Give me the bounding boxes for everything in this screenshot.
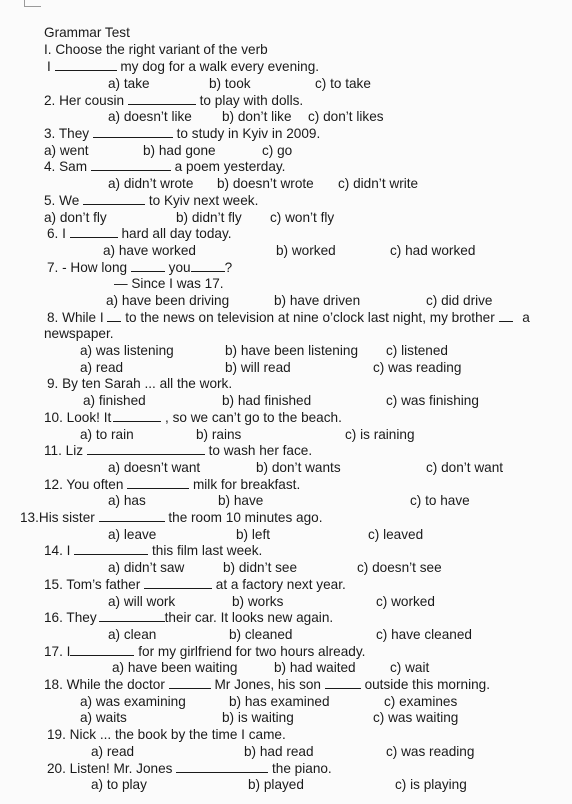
question-4 (44, 158, 285, 175)
q2-option-b[interactable]: b) don’t like (222, 109, 292, 124)
q14-option-a[interactable]: a) didn’t saw (108, 560, 185, 575)
q8-option-e[interactable]: b) will read (225, 360, 291, 375)
q15-option-b[interactable]: b) works (232, 594, 284, 609)
q9-option-a[interactable]: a) finished (83, 393, 146, 408)
q10-option-b[interactable]: b) rains (196, 427, 242, 442)
q17-prefix: 17. I (44, 644, 71, 659)
question-19 (47, 726, 286, 743)
q18-prefix: 18. While the doctor (44, 677, 165, 692)
q16-option-c[interactable]: c) have cleaned (376, 627, 472, 642)
q7-blank-2[interactable] (191, 260, 225, 272)
q3-prefix: 3. They (44, 126, 90, 141)
q17-text: for my girlfriend for two hours already. (138, 644, 366, 659)
q7-answer-line (114, 275, 224, 292)
q18-blank-1[interactable] (169, 677, 211, 689)
question-20 (47, 760, 332, 777)
q17-option-b[interactable]: b) had waited (274, 660, 356, 675)
q6-text: hard all day today. (121, 226, 232, 241)
question-10 (44, 409, 342, 426)
question-16 (44, 609, 333, 626)
q6-prefix: 6. I (47, 226, 66, 241)
q4-blank[interactable] (91, 159, 171, 171)
q7-answer-text: — Since I was 17. (114, 276, 224, 291)
q8-blank-1[interactable] (107, 310, 121, 322)
q11-option-c[interactable]: c) don’t want (426, 460, 504, 475)
q16-option-a[interactable]: a) clean (108, 627, 157, 642)
q16-blank[interactable] (99, 610, 165, 622)
q5-prefix: 5. We (44, 193, 80, 208)
q1-option-c[interactable]: c) to take (315, 76, 371, 91)
q13-option-b[interactable]: b) left (236, 527, 270, 542)
q18-option-d[interactable]: a) waits (80, 710, 127, 725)
q7-blank-1[interactable] (131, 260, 165, 272)
q15-option-a[interactable]: a) will work (108, 594, 176, 609)
q19-option-b[interactable]: b) had read (244, 744, 314, 759)
q1-blank[interactable] (55, 59, 117, 71)
q11-blank[interactable] (87, 443, 205, 455)
q5-option-a[interactable]: a) don’t fly (44, 210, 107, 225)
q3-text: to study in Kyiv in 2009. (176, 126, 321, 141)
q10-option-c[interactable]: c) is raining (345, 427, 415, 442)
question-2 (44, 92, 303, 109)
q17-option-a[interactable]: a) have been waiting (112, 660, 238, 675)
question-5 (44, 192, 258, 209)
title-text: Grammar Test (44, 25, 130, 40)
q2-prefix: 2. Her cousin (44, 93, 125, 108)
q6-option-a[interactable]: a) have worked (103, 243, 196, 258)
q14-option-c[interactable]: c) doesn’t see (357, 560, 442, 575)
q14-blank[interactable] (74, 543, 148, 555)
question-17 (44, 643, 365, 660)
q4-option-a[interactable]: a) didn’t wrote (108, 176, 194, 191)
q9-text: 9. By ten Sarah ... all the work. (47, 376, 233, 391)
question-14 (44, 542, 262, 559)
q12-prefix: 12. You often (44, 477, 124, 492)
q8-continuation (44, 325, 114, 342)
q18-blank-2[interactable] (325, 677, 361, 689)
q18-text: outside this morning. (364, 677, 490, 692)
q13-option-a[interactable]: a) leave (108, 527, 157, 542)
q13-text: the room 10 minutes ago. (168, 510, 323, 525)
q8-cont-text: newspaper. (44, 326, 114, 341)
q20-option-a[interactable]: a) to play (91, 777, 147, 792)
q3-option-b[interactable]: b) had gone (143, 143, 216, 158)
q5-blank[interactable] (83, 193, 145, 205)
question-9 (47, 375, 232, 392)
q3-blank[interactable] (93, 126, 173, 138)
q11-prefix: 11. Liz (44, 443, 84, 458)
question-13 (20, 509, 323, 526)
q17-blank[interactable] (70, 644, 134, 656)
q16-prefix: 16. They (44, 610, 97, 625)
q12-option-b[interactable]: b) have (218, 493, 264, 508)
q15-text: at a factory next year. (215, 577, 346, 592)
q8-option-c[interactable]: c) listened (386, 343, 448, 358)
q19-option-a[interactable]: a) read (91, 744, 135, 759)
q8-option-f[interactable]: c) was reading (373, 360, 462, 375)
question-3 (44, 125, 320, 142)
q18-option-f[interactable]: c) was waiting (373, 710, 459, 725)
q7-prefix: 7. - How long (47, 260, 128, 275)
q5-option-b[interactable]: b) didn’t fly (176, 210, 242, 225)
q4-text: a poem yesterday. (174, 159, 286, 174)
q13-blank[interactable] (99, 510, 165, 522)
question-1 (47, 58, 319, 75)
q12-option-a[interactable]: a) has (108, 493, 146, 508)
question-12 (44, 476, 300, 493)
q11-text: to wash her face. (208, 443, 313, 458)
q5-text: to Kyiv next week. (148, 193, 259, 208)
q17-option-c[interactable]: c) wait (390, 660, 430, 675)
q12-blank[interactable] (127, 477, 189, 489)
q9-option-b[interactable]: b) had finished (222, 393, 312, 408)
q7-option-b[interactable]: b) have driven (274, 293, 361, 308)
q2-blank[interactable] (128, 93, 196, 105)
q7-option-a[interactable]: a) have been driving (106, 293, 230, 308)
q3-option-c[interactable]: c) go (262, 143, 293, 158)
q3-option-a[interactable]: a) went (44, 143, 89, 158)
q1-option-a[interactable]: a) take (108, 76, 150, 91)
q18-option-b[interactable]: b) has examined (229, 694, 330, 709)
q2-option-a[interactable]: a) doesn’t like (108, 109, 192, 124)
section-heading (44, 41, 268, 58)
q4-option-b[interactable]: b) doesn’t wrote (217, 176, 314, 191)
question-15 (44, 576, 346, 593)
q1-text: my dog for a walk every evening. (120, 59, 320, 74)
q8-end: a (522, 310, 530, 325)
q18-middle: Mr Jones, his son (214, 677, 321, 692)
question-11 (44, 442, 312, 459)
q4-prefix: 4. Sam (44, 159, 88, 174)
q8-middle: to the news on television at nine o’clock last night, my brother (125, 310, 495, 325)
q13-option-c[interactable]: c) leaved (368, 527, 424, 542)
page-corner-mark (24, 0, 41, 7)
q11-option-b[interactable]: b) don’t wants (256, 460, 341, 475)
q18-option-a[interactable]: a) was examining (80, 694, 186, 709)
q15-prefix: 15. Tom’s father (44, 577, 141, 592)
q14-prefix: 14. I (44, 543, 71, 558)
q20-option-c[interactable]: c) is playing (395, 777, 467, 792)
question-8 (47, 309, 530, 326)
q11-option-a[interactable]: a) doesn’t want (108, 460, 201, 475)
q20-prefix: 20. Listen! Mr. Jones (47, 761, 173, 776)
question-6 (47, 225, 232, 242)
q16-text: their car. It looks new again. (164, 610, 334, 625)
q10-prefix: 10. Look! It (44, 410, 112, 425)
q8-option-b[interactable]: b) have been listening (225, 343, 359, 358)
q6-blank[interactable] (70, 226, 118, 238)
q6-option-c[interactable]: c) had worked (390, 243, 476, 258)
q12-text: milk for breakfast. (192, 477, 301, 492)
q19-text: 19. Nick ... the book by the time I came. (47, 727, 286, 742)
q20-option-b[interactable]: b) played (248, 777, 304, 792)
q1-prefix: I (47, 59, 51, 74)
q10-text: , so we can’t go to the beach. (165, 410, 342, 425)
q8-prefix: 8. While I (47, 310, 104, 325)
q15-blank[interactable] (144, 577, 212, 589)
test-title (44, 24, 130, 41)
q7-end: ? (224, 260, 233, 275)
q12-option-c[interactable]: c) to have (410, 493, 470, 508)
q2-text: to play with dolls. (199, 93, 304, 108)
q9-option-c[interactable]: c) was finishing (386, 393, 479, 408)
q18-option-c[interactable]: c) examines (384, 694, 458, 709)
question-18 (44, 676, 490, 693)
q8-option-d[interactable]: a) read (80, 360, 124, 375)
q20-blank[interactable] (176, 761, 268, 773)
q14-option-b[interactable]: b) didn’t see (223, 560, 298, 575)
q7-middle: you (168, 260, 191, 275)
q20-text: the piano. (272, 761, 332, 776)
q14-text: this film last week. (152, 543, 263, 558)
q10-option-a[interactable]: a) to rain (80, 427, 134, 442)
q10-blank[interactable] (113, 410, 161, 422)
q8-blank-2[interactable] (499, 310, 513, 322)
q7-option-c[interactable]: c) did drive (426, 293, 493, 308)
q16-option-b[interactable]: b) cleaned (229, 627, 293, 642)
question-7 (47, 259, 232, 276)
q19-option-c[interactable]: c) was reading (386, 744, 475, 759)
q13-prefix: 13.His sister (20, 510, 95, 525)
q6-option-b[interactable]: b) worked (276, 243, 336, 258)
q8-option-a[interactable]: a) was listening (80, 343, 174, 358)
q5-option-c[interactable]: c) won’t fly (270, 210, 335, 225)
q15-option-c[interactable]: c) worked (376, 594, 435, 609)
section-text: I. Choose the right variant of the verb (44, 42, 268, 57)
q18-option-e[interactable]: b) is waiting (222, 710, 294, 725)
q1-option-b[interactable]: b) took (209, 76, 251, 91)
q4-option-c[interactable]: c) didn’t write (338, 176, 419, 191)
q2-option-c[interactable]: c) don’t likes (308, 109, 384, 124)
